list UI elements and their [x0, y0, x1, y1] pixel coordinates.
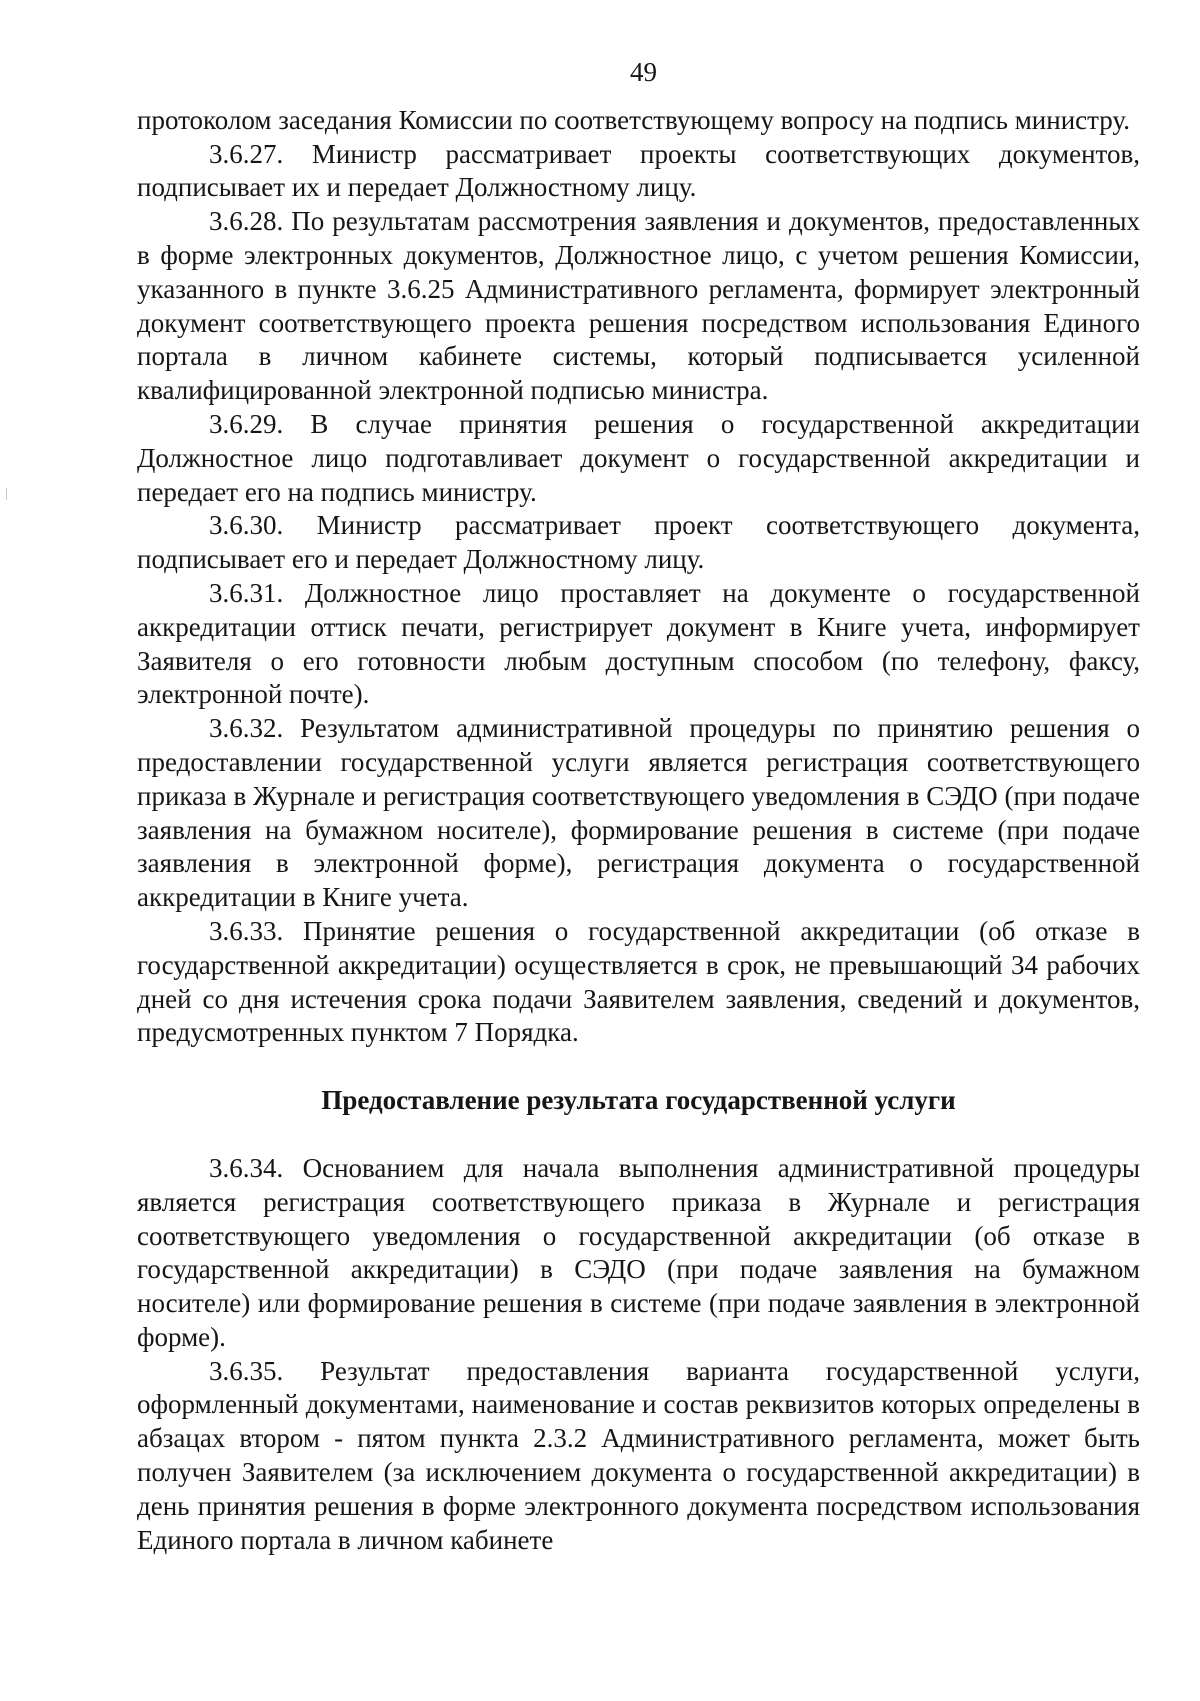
- margin-mark: [6, 488, 7, 500]
- paragraph-continuation: протоколом заседания Комиссии по соответствующему вопросу на подпись министру.: [137, 104, 1130, 135]
- paragraph-3-6-32: 3.6.32. Результатом административной процедуры по принятию решения о предоставлении государственной услуги является регистрация соответствующего приказа в Журнале и регистрация соответствующего уведомления в СЭДО (при подаче заявления на бумажном носителе), формирование решения в системе (при подаче заявления в электронной форме), регистрация документа о государственной аккредитации в Книге учета.: [137, 713, 1140, 913]
- paragraph-3-6-29: 3.6.29. В случае принятия решения о государственной аккредитации Должностное лицо подготавливает документ о государственной аккредитации и передает его на подпись министру.: [137, 408, 1140, 507]
- paragraph-3-6-27: 3.6.27. Министр рассматривает проекты соответствующих документов, подписывает их и передает Должностному лицу.: [137, 138, 1140, 203]
- paragraph-3-6-34: 3.6.34. Основанием для начала выполнения административной процедуры является регистрация соответствующего приказа в Журнале и регистрация соответствующего уведомления о государственной аккредитации (об отказе в государственной аккредитации) в СЭДО (при подаче заявления на бумажном носителе) или формирование решения в системе (при подаче заявления в электронной форме).: [137, 1152, 1140, 1352]
- paragraph-3-6-31: 3.6.31. Должностное лицо проставляет на документе о государственной аккредитации оттиск печати, регистрирует документ в Книге учета, информирует Заявителя о его готовности любым доступным способом (по телефону, факсу, электронной почте).: [137, 577, 1140, 710]
- section-heading: Предоставление результата государственной услуги: [321, 1085, 956, 1116]
- page-number: 49: [630, 57, 657, 87]
- paragraph-3-6-35: 3.6.35. Результат предоставления варианта государственной услуги, оформленный документами, наименование и состав реквизитов которых определены в абзацах втором - пятом пункта 2.3.2 Административного регламента, может быть получен Заявителем (за исключением документа о государственной аккредитации) в день принятия решения в форме электронного документа посредством использования Единого портала в личном кабинете: [137, 1355, 1140, 1555]
- paragraph-3-6-28: 3.6.28. По результатам рассмотрения заявления и документов, предоставленных в форме электронных документов, Должностное лицо, с учетом решения Комиссии, указанного в пункте 3.6.25 Административного регламента, формирует электронный документ соответствующего проекта решения посредством использования Единого портала в личном кабинете системы, который подписывается усиленной квалифицированной электронной подписью министра.: [137, 206, 1140, 406]
- paragraph-3-6-30: 3.6.30. Министр рассматривает проект соответствующего документа, подписывает его и передает Должностному лицу.: [137, 510, 1140, 575]
- paragraph-3-6-33: 3.6.33. Принятие решения о государственной аккредитации (об отказе в государственной аккредитации) осуществляется в срок, не превышающий 34 рабочих дней со дня истечения срока подачи Заявителем заявления, сведений и документов, предусмотренных пунктом 7 Порядка.: [137, 915, 1140, 1048]
- document-page: [137, 56, 1140, 1557]
